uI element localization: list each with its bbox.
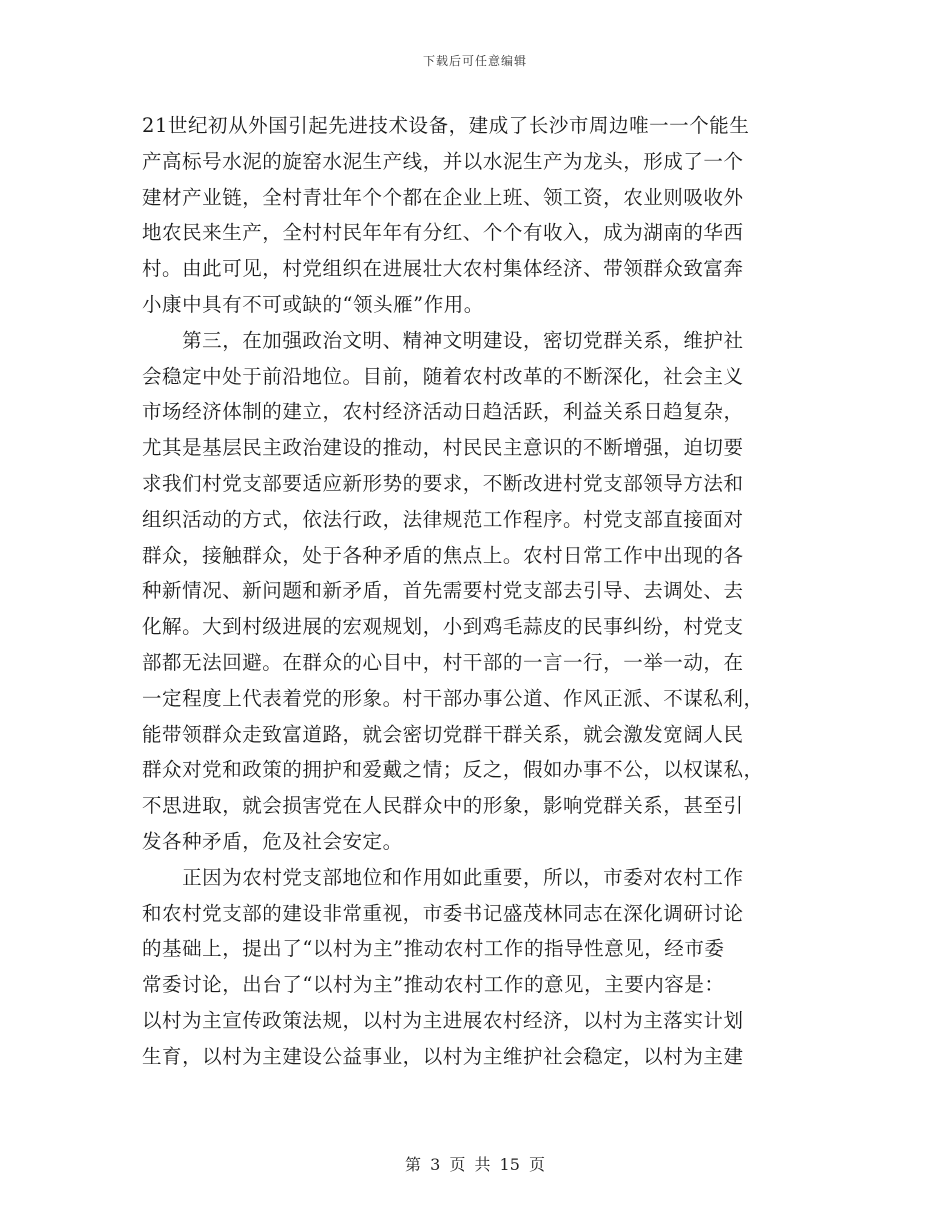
text-line: 产高标号水泥的旋窑水泥生产线，并以水泥生产为龙头，形成了一个	[142, 149, 744, 173]
text-line: 群众对党和政策的拥护和爱戴之情；反之，假如办事不公，以权谋私，	[142, 758, 764, 782]
text-line: 村。由此可见，村党组织在进展壮大农村集体经济、带领群众致富奔	[142, 257, 744, 281]
text-line: 能带领群众走致富道路，就会密切党群干群关系，就会激发宽阔人民	[142, 722, 744, 746]
text-line: 21世纪初从外国引起先进技术设备，建成了长沙市周边唯一一个能生	[142, 114, 750, 137]
text-line: 的基础上，提出了“以村为主”推动农村工作的指导性意见，经市委	[142, 937, 725, 961]
text-line: 和农村党支部的建设非常重视，市委书记盛茂林同志在深化调研讨论	[142, 901, 744, 925]
text-line: 生育，以村为主建设公益事业，以村为主维护社会稳定，以村为主建	[142, 1044, 744, 1068]
text-line: 正因为农村党支部地位和作用如此重要，所以，市委对农村工作	[142, 865, 744, 889]
text-line: 部都无法回避。在群众的心目中，村干部的一言一行，一举一动，在	[142, 650, 744, 674]
text-line: 群众，接触群众，处于各种矛盾的焦点上。农村日常工作中出现的各	[142, 543, 744, 567]
document-body	[142, 108, 802, 1075]
text-line: 第三，在加强政治文明、精神文明建设，密切党群关系，维护社	[142, 328, 744, 352]
text-line: 化解。大到村级进展的宏观规划，小到鸡毛蒜皮的民事纠纷，村党支	[142, 615, 744, 639]
text-line: 建材产业链，全村青壮年个个都在企业上班、领工资，农业则吸收外	[142, 185, 744, 209]
text-line: 一定程度上代表着党的形象。村干部办事公道、作风正派、不谋私利，	[142, 686, 764, 710]
text-line: 发各种矛盾，危及社会安定。	[142, 829, 403, 853]
text-line: 常委讨论，出台了“以村为主”推动农村工作的意见，主要内容是：	[142, 973, 725, 997]
text-line: 求我们村党支部要适应新形势的要求，不断改进村党支部领导方法和	[142, 471, 744, 495]
text-line: 市场经济体制的建立，农村经济活动日趋活跃，利益关系日趋复杂，	[142, 400, 744, 424]
text-line: 以村为主宣传政策法规，以村为主进展农村经济，以村为主落实计划	[142, 1008, 744, 1032]
text-line: 小康中具有不可或缺的“领头雁”作用。	[142, 292, 484, 316]
text-line: 种新情况、新问题和新矛盾，首先需要村党支部去引导、去调处、去	[142, 579, 744, 603]
page-header-note: 下载后可任意编辑	[422, 54, 527, 68]
text-line: 尤其是基层民主政治建设的推动，村民民主意识的不断增强，迫切要	[142, 436, 744, 460]
page-number-footer: 第 3 页 共 15 页	[405, 1155, 545, 1174]
text-line: 会稳定中处于前沿地位。目前，随着农村改革的不断深化，社会主义	[142, 364, 744, 388]
text-line: 组织活动的方式，依法行政，法律规范工作程序。村党支部直接面对	[142, 507, 744, 531]
text-line: 不思进取，就会损害党在人民群众中的形象，影响党群关系，甚至引	[142, 794, 744, 818]
text-line: 地农民来生产，全村村民年年有分红、个个有收入，成为湖南的华西	[142, 221, 744, 245]
